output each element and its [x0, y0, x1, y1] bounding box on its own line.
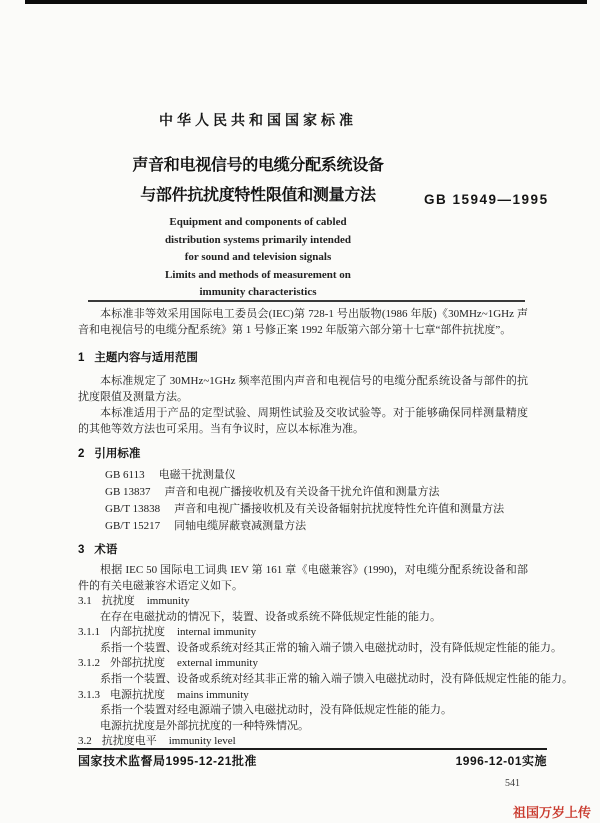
section-3-number: 3 [78, 544, 85, 556]
scan-artifact-top-bar [25, 0, 587, 4]
section-3-heading [78, 542, 528, 558]
section-2-title: 引用标准 [94, 448, 141, 460]
reference-item [105, 501, 528, 518]
section-1-paragraph: 本标准规定了 30MHz~1GHz 频率范围内声音和电视信号的电缆分配系统设备与部件的抗扰度限值及测量方法。 [78, 375, 528, 403]
header-rule [88, 300, 525, 302]
term-definition: 系指一个装置、设备或系统对经其正常的输入端子馈入电磁扰动时，没有降低规定性能的能力。 [100, 641, 562, 654]
term-definition: 在存在电磁扰动的情况下，装置、设备或系统不降低规定性能的能力。 [100, 610, 441, 623]
english-title [38, 214, 478, 302]
reference-code: GB/T 15217 [105, 520, 161, 532]
section-1-paragraph: 本标准适用于产品的定型试验、周期性试验及交收试验等。对于能够确保同样测量精度的其他等效方法也可采用。当有争议时，应以本标准为准。 [78, 407, 528, 435]
term-number: 3.1.3 [78, 688, 100, 701]
reference-item [105, 484, 528, 501]
reference-code: GB 6113 [105, 469, 145, 481]
term-number: 3.2 [78, 735, 92, 748]
term-number: 3.1.2 [78, 657, 100, 670]
section-1-heading [78, 350, 528, 366]
document-body [78, 306, 573, 750]
term-english: immunity level [168, 735, 236, 748]
english-title-line: immunity characteristics [199, 286, 317, 299]
english-title-line: for sound and television signals [184, 251, 332, 264]
english-title-line: Equipment and components of cabled [169, 216, 347, 228]
term-definition: 电源抗扰度是外部抗扰度的一种特殊情况。 [100, 719, 309, 732]
reference-title: 声音和电视广播接收机及有关设备干扰允许值和测量方法 [164, 486, 440, 498]
term-heading [78, 688, 550, 704]
document-title-line1: 声音和电视信号的电缆分配系统设备 [132, 157, 384, 174]
english-title-line: distribution systems primarily intended [164, 233, 352, 246]
terms-list [78, 594, 573, 750]
reference-title: 声音和电视广播接收机及有关设备辐射抗扰度特性允许值和测量方法 [174, 503, 505, 515]
term-definition: 系指一个装置对经电源端子馈入电磁扰动时，没有降低规定性能的能力。 [100, 704, 452, 717]
term-english: external immunity [177, 657, 258, 670]
reference-item [105, 467, 528, 484]
term-heading [78, 594, 550, 610]
english-title-line: Limits and methods of measurement on [165, 268, 351, 281]
approval-notice: 国家技术监督局1995-12-21批准 [78, 754, 257, 768]
section-1-title: 主题内容与适用范围 [94, 352, 198, 364]
reference-list [78, 467, 528, 535]
term-english: immunity [146, 595, 190, 607]
section-3-paragraph: 根据 IEC 50 国际电工词典 IEV 第 161 章《电磁兼容》(1990)，对电缆分配系统设备和部件的有关电磁兼容术语定义如下。 [78, 564, 528, 592]
term-number: 3.1 [78, 595, 92, 607]
term-english: internal immunity [177, 626, 257, 639]
reference-title: 电磁干扰测量仪 [158, 469, 236, 481]
term-chinese: 抗扰度 [101, 595, 135, 607]
term-chinese: 电源抗扰度 [110, 688, 165, 701]
reference-code: GB/T 13838 [105, 503, 161, 515]
term-chinese: 内部抗扰度 [110, 626, 165, 639]
term-english: mains immunity [177, 688, 249, 701]
reference-title: 同轴电缆屏蔽衰减测量方法 [174, 520, 307, 532]
term-chinese: 外部抗扰度 [110, 657, 165, 670]
term-heading [78, 625, 550, 641]
page-number: 541 [505, 778, 520, 789]
term-definition: 系指一个装置、设备或系统对经其非正常的输入端子馈入电磁扰动时，没有降低规定性能的能力。 [100, 672, 573, 685]
section-2-heading [78, 446, 528, 462]
standard-number: GB 15949—1995 [424, 192, 549, 207]
term-heading [78, 656, 550, 672]
section-1-number: 1 [78, 352, 85, 364]
foreword-paragraph: 本标准非等效采用国际电工委员会(IEC)第 728-1 号出版物(1986 年版)《30MHz~1GHz 声音和电视信号的电缆分配系统》第 1 号修正案 1992 年版第六部分第十七章“部件抗扰度”。 [78, 308, 528, 336]
national-standard-label: 中华人民共和国国家标准 [159, 112, 357, 128]
footer-rule [77, 748, 547, 750]
reference-item [105, 518, 528, 535]
uploader-watermark: 祖国万岁上传 [513, 805, 592, 820]
implementation-notice: 1996-12-01实施 [455, 754, 547, 768]
term-chinese: 抗扰度电平 [101, 735, 157, 748]
term-number: 3.1.1 [78, 626, 100, 639]
section-2-number: 2 [78, 448, 85, 460]
reference-code: GB 13837 [105, 486, 151, 498]
section-3-title: 术语 [94, 544, 118, 556]
document-title-line2: 与部件抗扰度特性限值和测量方法 [140, 187, 376, 204]
